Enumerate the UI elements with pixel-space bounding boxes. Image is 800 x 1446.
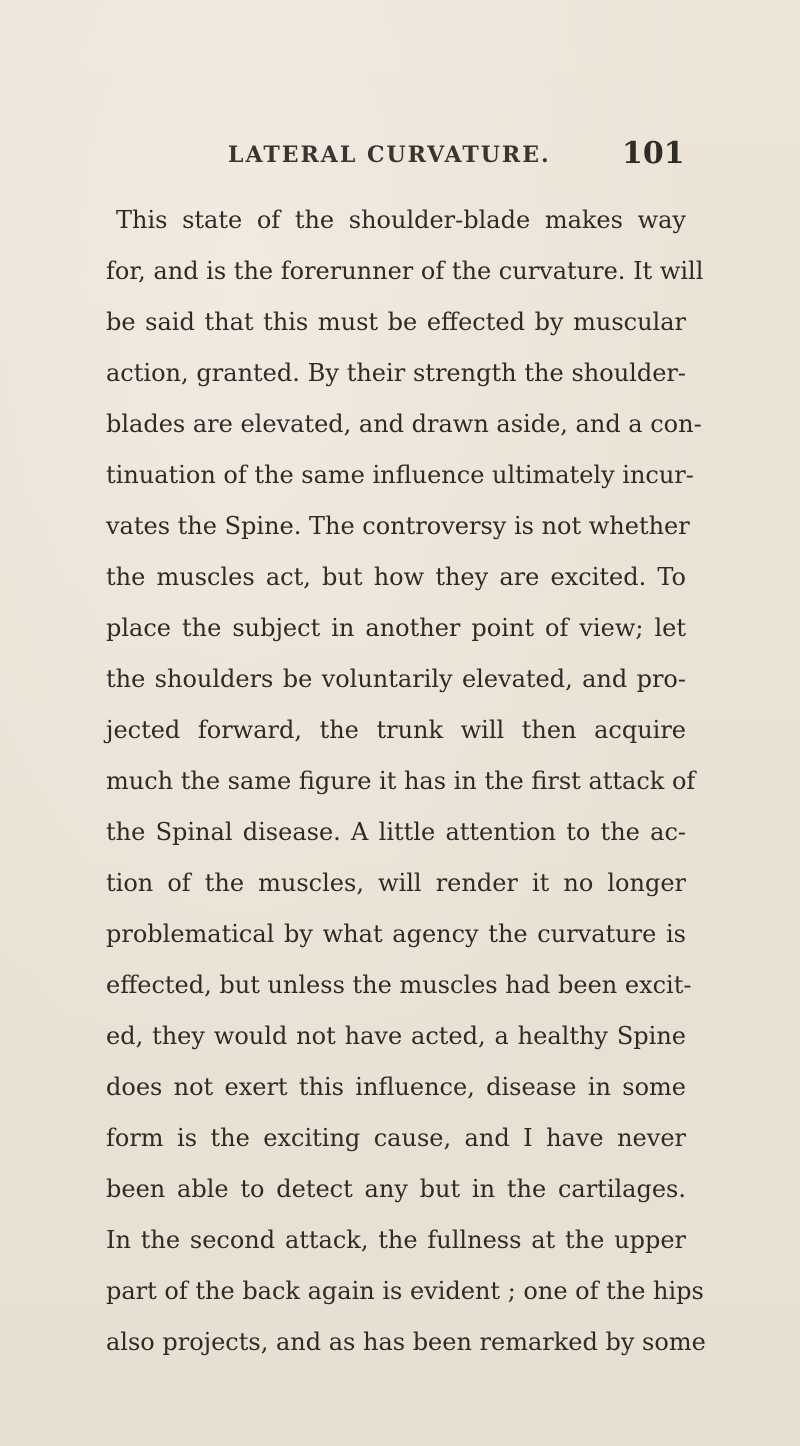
text-line: does not exert this influence, disease in some [106,1073,686,1101]
text-line: This state of the shoulder-blade makes way [116,206,686,234]
text-line: effected, but unless the muscles had been excit- [106,971,692,999]
text-line: blades are elevated, and drawn aside, and a con- [106,410,702,438]
text-line: be said that this must be effected by muscular [106,308,686,336]
text-line: vates the Spine. The controversy is not whether [106,512,690,540]
page-header [228,136,685,182]
text-line: the muscles act, but how they are excited. To [106,563,686,591]
text-line: action, granted. By their strength the shoulder- [106,359,686,387]
text-line: ed, they would not have acted, a healthy Spine [106,1022,686,1050]
text-line: been able to detect any but in the cartilages. [106,1175,686,1203]
text-line: jected forward, the trunk will then acquire [106,716,686,744]
text-line: tinuation of the same influence ultimately incur- [106,461,694,489]
text-line: the shoulders be voluntarily elevated, and pro- [106,665,686,693]
text-line: place the subject in another point of view; let [106,614,686,642]
text-line: In the second attack, the fullness at the upper [106,1226,686,1254]
text-line: form is the exciting cause, and I have never [106,1124,686,1152]
body-text [106,195,706,1368]
text-line: the Spinal disease. A little attention to the ac- [106,818,686,846]
page-number: 101 [622,136,685,171]
text-line: for, and is the forerunner of the curvature. It will [106,257,704,285]
running-head: LATERAL CURVATURE. [228,142,551,168]
text-line: tion of the muscles, will render it no longer [106,869,686,897]
text-line: part of the back again is evident ; one of the hips [106,1277,704,1305]
text-line: problematical by what agency the curvature is [106,920,686,948]
text-line: also projects, and as has been remarked by some [106,1328,706,1356]
text-line: much the same figure it has in the first attack of [106,767,696,795]
